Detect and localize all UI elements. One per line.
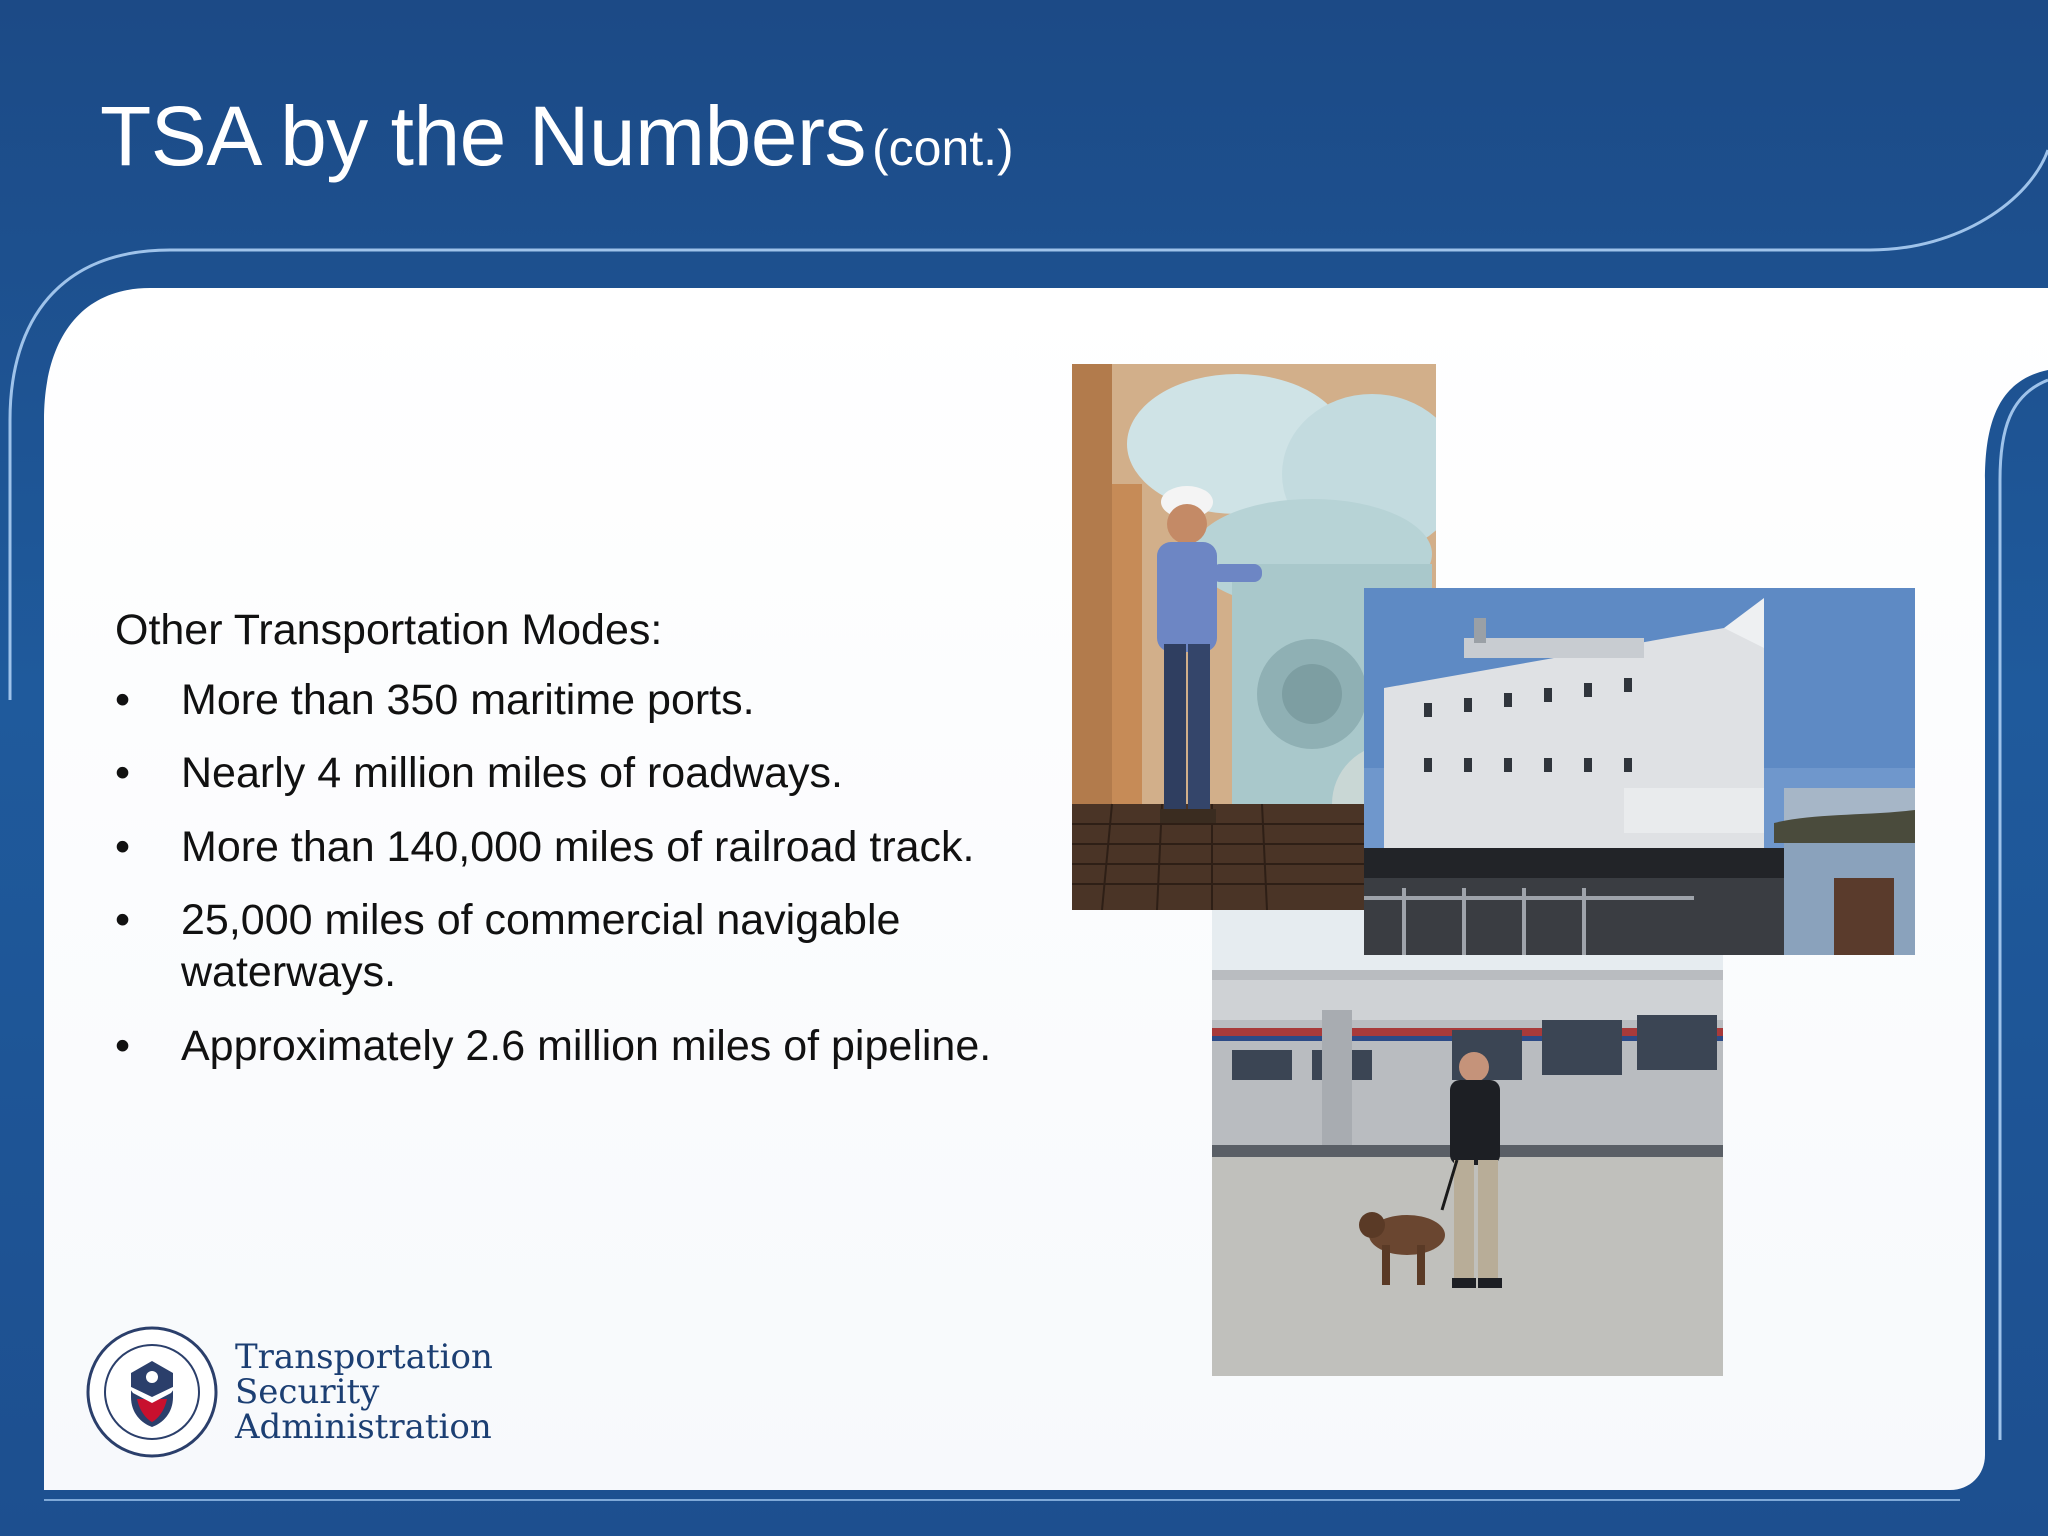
dhs-seal-icon xyxy=(85,1325,219,1459)
bullet-marker: • xyxy=(115,675,131,724)
content-body xyxy=(115,605,1055,1094)
rail-k9-photo xyxy=(1212,910,1723,1376)
list-item xyxy=(115,1021,1055,1073)
bullet-text: More than 140,000 miles of railroad track. xyxy=(181,822,975,871)
bullet-text: Nearly 4 million miles of roadways. xyxy=(181,749,843,798)
bullet-text: Approximately 2.6 million miles of pipeline. xyxy=(181,1021,992,1070)
list-item xyxy=(115,675,1055,727)
slide-title xyxy=(100,88,1014,185)
bullet-text: More than 350 maritime ports. xyxy=(181,675,755,724)
title-text: TSA by the Numbers xyxy=(100,89,866,183)
bullet-marker: • xyxy=(115,896,131,945)
bullet-marker: • xyxy=(115,822,131,871)
logo-line-1: Transportation xyxy=(235,1337,493,1377)
list-item xyxy=(115,748,1055,800)
list-item xyxy=(115,822,1055,874)
title-suffix: (cont.) xyxy=(872,120,1014,176)
logo-line-3: Administration xyxy=(235,1407,492,1447)
bullet-marker: • xyxy=(115,749,131,798)
logo-wordmark xyxy=(235,1337,493,1447)
ship-photo xyxy=(1364,588,1915,955)
bullet-list xyxy=(115,675,1055,1073)
bullet-marker: • xyxy=(115,1021,131,1070)
tsa-logo xyxy=(85,1325,505,1465)
list-item xyxy=(115,895,1055,998)
intro-text: Other Transportation Modes: xyxy=(115,606,663,654)
bullet-text: 25,000 miles of commercial navigable waterways. xyxy=(181,896,901,996)
logo-line-2: Security xyxy=(235,1372,380,1412)
accent-line-right xyxy=(2000,380,2048,1440)
